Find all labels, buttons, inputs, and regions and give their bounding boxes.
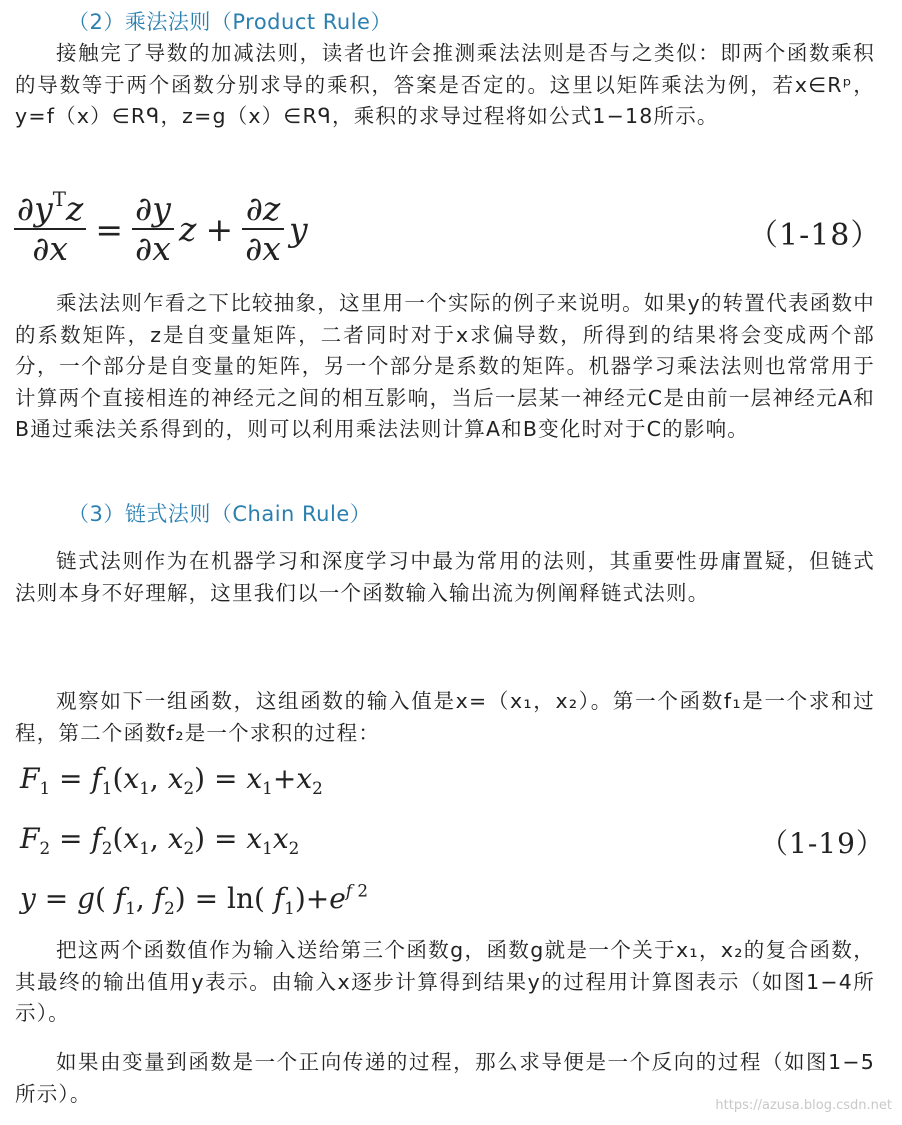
paragraph-chain-rule-backward: 如果由变量到函数是一个正向传递的过程，那么求导便是一个反向的过程（如图1−5所示）。 (15, 1050, 875, 1106)
equation-F1: $F_1 = f_1(x_1$, $x_2) = x_1+x_2$ (20, 762, 323, 798)
paragraph-chain-rule-intro: 链式法则作为在机器学习和深度学习中最为常用的法则，其重要性毋庸置疑，但链式法则本身不好理解，这里我们以一个函数输入输出流为例阐释链式法则。 (15, 549, 875, 605)
fraction-dz-dx: $\frac{\partial z}{\partial x}$ (242, 190, 284, 268)
paragraph-chain-rule-composite: 把这两个函数值作为输入送给第三个函数g，函数g就是一个关于x₁，x₂的复合函数，其最终的输出值用y表示。由输入x逐步计算得到结果y的过程用计算图表示（如图1−4所示）。 (15, 938, 875, 1025)
equation-1-18: $\frac{\partial y^Tz}{\partial x}$ = $\frac{\partial y}{\partial x}$ z + $\frac{\partial z}{\partial x}$ y (14, 190, 308, 268)
fraction-dy-dx: $\frac{\partial y}{\partial x}$ (132, 190, 174, 268)
paragraph-product-rule-example: 乘法法则乍看之下比较抽象，这里用一个实际的例子来说明。如果y的转置代表函数中的系数矩阵，z是自变量矩阵，二者同时对于x求偏导数，所得到的结果将会变成两个部分，一个部分是自变量的矩阵，另一个部分是系数的矩阵。机器学习乘法法则也常常用于计算两个直接相连的神经元之间的相互影响，当后一层某一神经元C是由前一层神经元A和B通过乘法关系得到的，则可以利用乘法法则计算A和B变化时对于C的影响。 (15, 291, 875, 441)
equation-y: y = g( $f_1$, $f_2) = \ln$( $f_1)+e^{f 2}$ (20, 880, 369, 918)
equation-number-1-19: （1-19） (760, 827, 885, 860)
paragraph-chain-rule-functions: 观察如下一组函数，这组函数的输入值是x=（x₁，x₂）。第一个函数f₁是一个求和过程，第二个函数f₂是一个求积的过程： (15, 689, 875, 745)
equation-number-1-18: （1-18） (748, 218, 882, 253)
section-heading-product-rule: （2）乘法法则（Product Rule） (68, 10, 392, 34)
paragraph-product-rule-intro: 接触完了导数的加减法则，读者也许会推测乘法法则是否与之类似：即两个函数乘积的导数等于两个函数分别求导的乘积，答案是否定的。这里以矩阵乘法为例，若x∈Rᵖ，y=f（x）∈Rᑫ，z=g（x）∈Rᑫ，乘积的求导过程将如公式1−18所示。 (15, 41, 875, 128)
equation-F2: $F_2 = f_2(x_1$, $x_2) = x_1x_2$ (20, 822, 300, 858)
fraction-dyTz-dx: $\frac{\partial y^Tz}{\partial x}$ (14, 190, 86, 268)
section-heading-chain-rule: （3）链式法则（Chain Rule） (68, 502, 372, 526)
watermark: https://azusa.blog.csdn.net (715, 1098, 892, 1113)
